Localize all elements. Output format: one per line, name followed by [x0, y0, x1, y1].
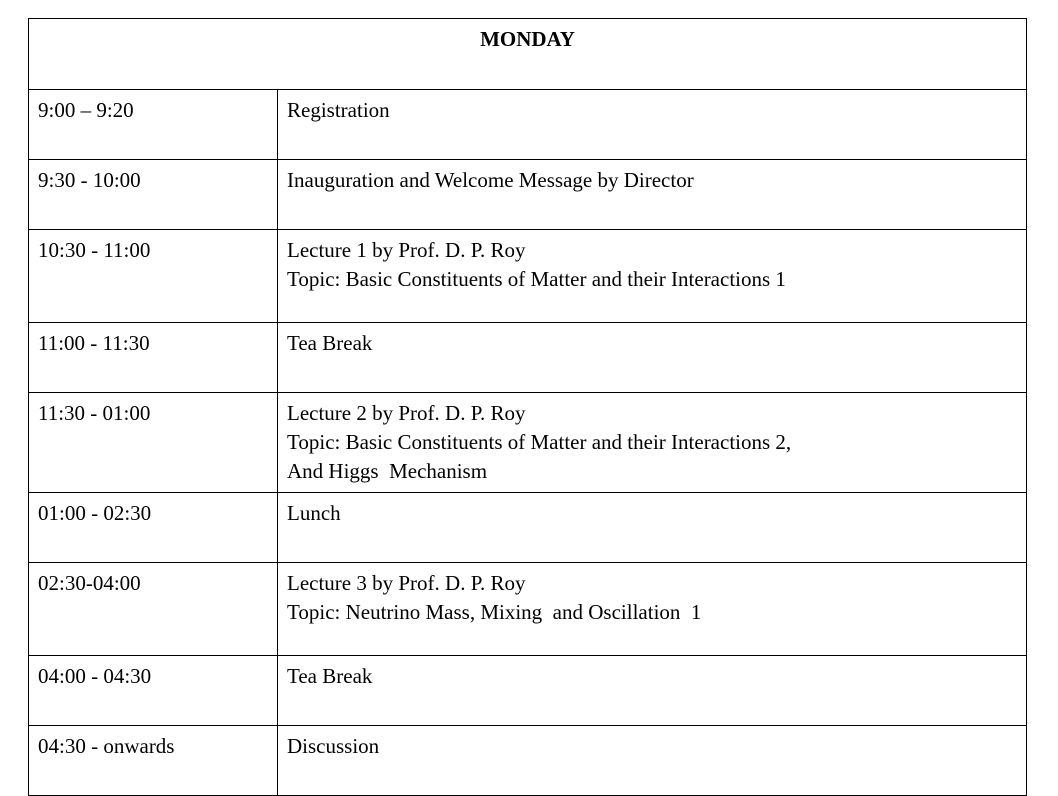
time-cell: 04:00 - 04:30: [29, 656, 278, 726]
time-cell: 11:00 - 11:30: [29, 323, 278, 393]
schedule-table: [28, 18, 1027, 796]
event-line: Inauguration and Welcome Message by Director: [287, 168, 694, 192]
time-cell: 02:30-04:00: [29, 563, 278, 656]
event-line: Lecture 3 by Prof. D. P. Roy: [287, 571, 526, 595]
table-row: [29, 90, 1027, 160]
time-cell: 01:00 - 02:30: [29, 493, 278, 563]
event-cell: [278, 563, 1027, 656]
event-cell: [278, 493, 1027, 563]
event-line: Lunch: [287, 501, 341, 525]
event-line: Topic: Basic Constituents of Matter and their Interactions 1: [287, 267, 786, 291]
table-row: [29, 393, 1027, 493]
table-row: [29, 563, 1027, 656]
time-cell: 04:30 - onwards: [29, 726, 278, 796]
table-row: [29, 323, 1027, 393]
table-row: [29, 656, 1027, 726]
event-line: Discussion: [287, 734, 380, 758]
table-row: [29, 726, 1027, 796]
table-row: [29, 493, 1027, 563]
event-line: Lecture 2 by Prof. D. P. Roy: [287, 401, 526, 425]
table-row: [29, 160, 1027, 230]
event-line: Tea Break: [287, 664, 373, 688]
event-line: And Higgs Mechanism: [287, 459, 488, 483]
title-row: [29, 19, 1027, 90]
event-line: Topic: Neutrino Mass, Mixing and Oscillation 1: [287, 600, 702, 624]
time-cell: 11:30 - 01:00: [29, 393, 278, 493]
event-cell: [278, 726, 1027, 796]
event-line: Tea Break: [287, 331, 373, 355]
event-cell: [278, 230, 1027, 323]
event-cell: [278, 160, 1027, 230]
table-row: [29, 230, 1027, 323]
event-cell: [278, 90, 1027, 160]
event-line: Registration: [287, 98, 390, 122]
event-cell: [278, 393, 1027, 493]
event-line: Lecture 1 by Prof. D. P. Roy: [287, 238, 526, 262]
schedule-title: MONDAY: [29, 19, 1027, 90]
time-cell: 9:00 – 9:20: [29, 90, 278, 160]
event-cell: [278, 656, 1027, 726]
time-cell: 9:30 - 10:00: [29, 160, 278, 230]
event-cell: [278, 323, 1027, 393]
event-line: Topic: Basic Constituents of Matter and their Interactions 2,: [287, 430, 792, 454]
time-cell: 10:30 - 11:00: [29, 230, 278, 323]
